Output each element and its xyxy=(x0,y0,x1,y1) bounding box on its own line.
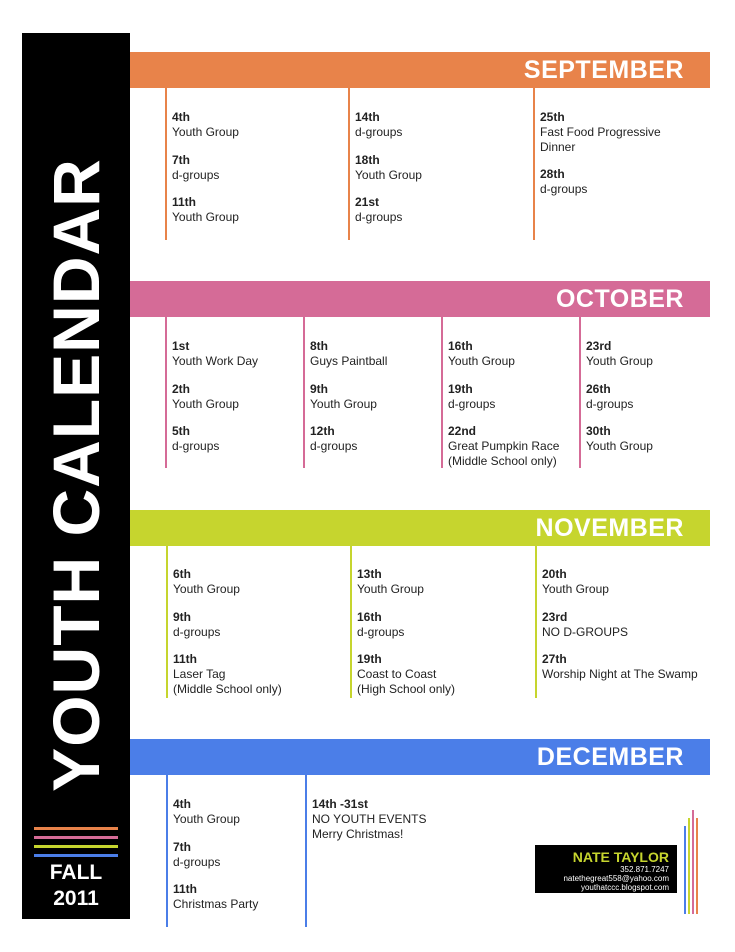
event-date: 9th xyxy=(173,609,191,624)
event-note: Merry Christmas! xyxy=(312,826,404,841)
event-title: Worship Night at The Swamp xyxy=(542,667,698,681)
events-column xyxy=(350,546,530,698)
event-title: Laser Tag xyxy=(173,667,226,681)
month-title: OCTOBER xyxy=(555,285,684,313)
event-note: (Middle School only) xyxy=(173,681,282,696)
event-item xyxy=(172,153,345,183)
events-column xyxy=(579,317,707,468)
event-item xyxy=(310,339,439,369)
event-date: 14th -31st xyxy=(312,797,369,811)
event-title: Youth Group xyxy=(542,582,609,596)
event-title: d-groups xyxy=(173,854,221,869)
event-item xyxy=(173,652,346,696)
event-title: d-groups xyxy=(357,624,405,639)
event-title: d-groups xyxy=(355,125,403,139)
events-column xyxy=(441,317,577,468)
event-item xyxy=(173,610,346,640)
contact-blog[interactable]: youthatccc.blogspot.com xyxy=(580,883,669,892)
event-item xyxy=(355,110,528,140)
event-title: Youth Group xyxy=(357,582,424,596)
events-column xyxy=(165,317,301,468)
month-title: SEPTEMBER xyxy=(523,56,684,84)
event-date: 5th xyxy=(172,424,190,438)
event-date: 11th xyxy=(173,882,198,896)
month-title: NOVEMBER xyxy=(535,514,684,542)
event-title: d-groups xyxy=(173,624,221,639)
event-item xyxy=(310,382,439,412)
contact-card xyxy=(535,845,677,893)
event-date: 14th xyxy=(355,110,380,124)
event-item xyxy=(448,382,577,412)
event-date: 23rd xyxy=(542,609,568,624)
event-title: Youth Group xyxy=(448,354,515,368)
events-column xyxy=(535,546,705,698)
season-label: FALL xyxy=(49,861,103,884)
events-column xyxy=(166,546,346,698)
event-item xyxy=(172,339,301,369)
event-date: 25th xyxy=(540,110,565,124)
month-bar-september xyxy=(130,52,710,88)
event-title: Youth Group xyxy=(173,582,240,596)
event-date: 26th xyxy=(586,381,611,396)
event-date: 20th xyxy=(542,567,567,581)
contact-email[interactable]: natethegreat558@yahoo.com xyxy=(563,874,669,883)
event-item xyxy=(540,110,683,154)
event-date: 7th xyxy=(172,152,190,167)
event-title: d-groups xyxy=(172,439,220,453)
event-item xyxy=(542,610,705,640)
event-date: 6th xyxy=(173,567,191,581)
event-note: (High School only) xyxy=(357,681,456,696)
event-title: Youth Group xyxy=(355,167,422,182)
event-title: Youth Group xyxy=(586,354,653,368)
side-banner xyxy=(22,33,130,919)
event-title: Youth Group xyxy=(586,439,653,453)
event-item xyxy=(172,424,301,454)
stripe-green xyxy=(34,845,118,848)
event-date: 11th xyxy=(172,195,197,209)
event-item xyxy=(357,652,530,696)
event-item xyxy=(172,195,345,225)
event-date: 27th xyxy=(542,652,567,666)
event-title: d-groups xyxy=(172,167,220,182)
event-title: Youth Group xyxy=(310,396,377,411)
event-date: 1st xyxy=(172,339,190,353)
events-column xyxy=(305,775,515,927)
event-title: Youth Group xyxy=(172,125,239,139)
event-title: Fast Food Progressive Dinner xyxy=(540,125,661,154)
event-date: 19th xyxy=(357,652,382,666)
stripe-blue xyxy=(34,854,118,857)
event-item xyxy=(448,424,577,468)
event-item xyxy=(355,195,528,225)
stripe-pink xyxy=(34,836,118,839)
event-date: 13th xyxy=(357,567,382,581)
event-title: Youth Group xyxy=(172,396,239,411)
accent-line-pink xyxy=(692,810,694,914)
event-item xyxy=(448,339,577,369)
event-date: 28th xyxy=(540,167,565,181)
event-item xyxy=(173,567,346,597)
event-item xyxy=(542,567,705,597)
event-date: 16th xyxy=(357,609,382,624)
event-date: 23rd xyxy=(586,339,612,353)
event-item xyxy=(173,797,302,827)
calendar-title: YOUTH CALENDAR xyxy=(39,158,113,792)
event-title: NO D-GROUPS xyxy=(542,624,629,639)
event-item xyxy=(172,382,301,412)
event-title: Coast to Coast xyxy=(357,667,437,681)
event-date: 11th xyxy=(173,652,198,666)
events-column xyxy=(165,88,345,240)
stripe-orange xyxy=(34,827,118,830)
event-item xyxy=(542,652,705,682)
year-label: 2011 xyxy=(53,887,99,910)
event-item xyxy=(586,339,707,369)
event-item xyxy=(173,840,302,870)
event-item xyxy=(312,797,515,841)
event-date: 8th xyxy=(310,339,328,353)
contact-name: NATE TAYLOR xyxy=(572,849,669,865)
contact-phone: 352.871.7247 xyxy=(620,865,669,874)
event-item xyxy=(355,153,528,183)
event-title: Christmas Party xyxy=(173,897,259,911)
event-date: 9th xyxy=(310,381,328,396)
event-title: Youth Work Day xyxy=(172,354,259,368)
event-note: (Middle School only) xyxy=(448,453,557,468)
event-title: NO YOUTH EVENTS xyxy=(312,812,427,826)
event-date: 2th xyxy=(172,381,190,396)
month-bar-november xyxy=(130,510,710,546)
event-date: 4th xyxy=(172,110,190,124)
month-title: DECEMBER xyxy=(536,743,684,771)
event-date: 21st xyxy=(355,195,380,209)
event-title: d-groups xyxy=(448,396,496,411)
month-bar-october xyxy=(130,281,710,317)
event-date: 4th xyxy=(173,797,191,811)
accent-line-orange xyxy=(696,818,698,914)
events-column xyxy=(303,317,439,468)
event-item xyxy=(586,424,707,454)
events-column xyxy=(166,775,302,927)
event-title: d-groups xyxy=(540,182,588,196)
events-column xyxy=(348,88,528,240)
event-item xyxy=(586,382,707,412)
event-date: 16th xyxy=(448,339,473,353)
color-stripes xyxy=(34,827,118,863)
event-date: 7th xyxy=(173,839,191,854)
accent-line-green xyxy=(688,818,690,914)
event-date: 30th xyxy=(586,424,611,438)
event-date: 22nd xyxy=(448,424,477,438)
event-title: Youth Group xyxy=(173,812,240,826)
event-title: Great Pumpkin Race xyxy=(448,439,560,453)
event-item xyxy=(357,610,530,640)
month-bar-december xyxy=(130,739,710,775)
event-title: d-groups xyxy=(310,439,358,453)
event-item xyxy=(310,424,439,454)
accent-line-blue xyxy=(684,826,686,914)
event-title: d-groups xyxy=(355,210,403,224)
events-column xyxy=(533,88,683,240)
event-item xyxy=(173,882,302,912)
event-item xyxy=(540,167,683,197)
event-date: 12th xyxy=(310,424,335,438)
event-item xyxy=(172,110,345,140)
event-date: 19th xyxy=(448,381,473,396)
event-title: Youth Group xyxy=(172,210,239,224)
event-date: 18th xyxy=(355,152,380,167)
event-title: d-groups xyxy=(586,396,634,411)
event-title: Guys Paintball xyxy=(310,354,388,368)
event-item xyxy=(357,567,530,597)
